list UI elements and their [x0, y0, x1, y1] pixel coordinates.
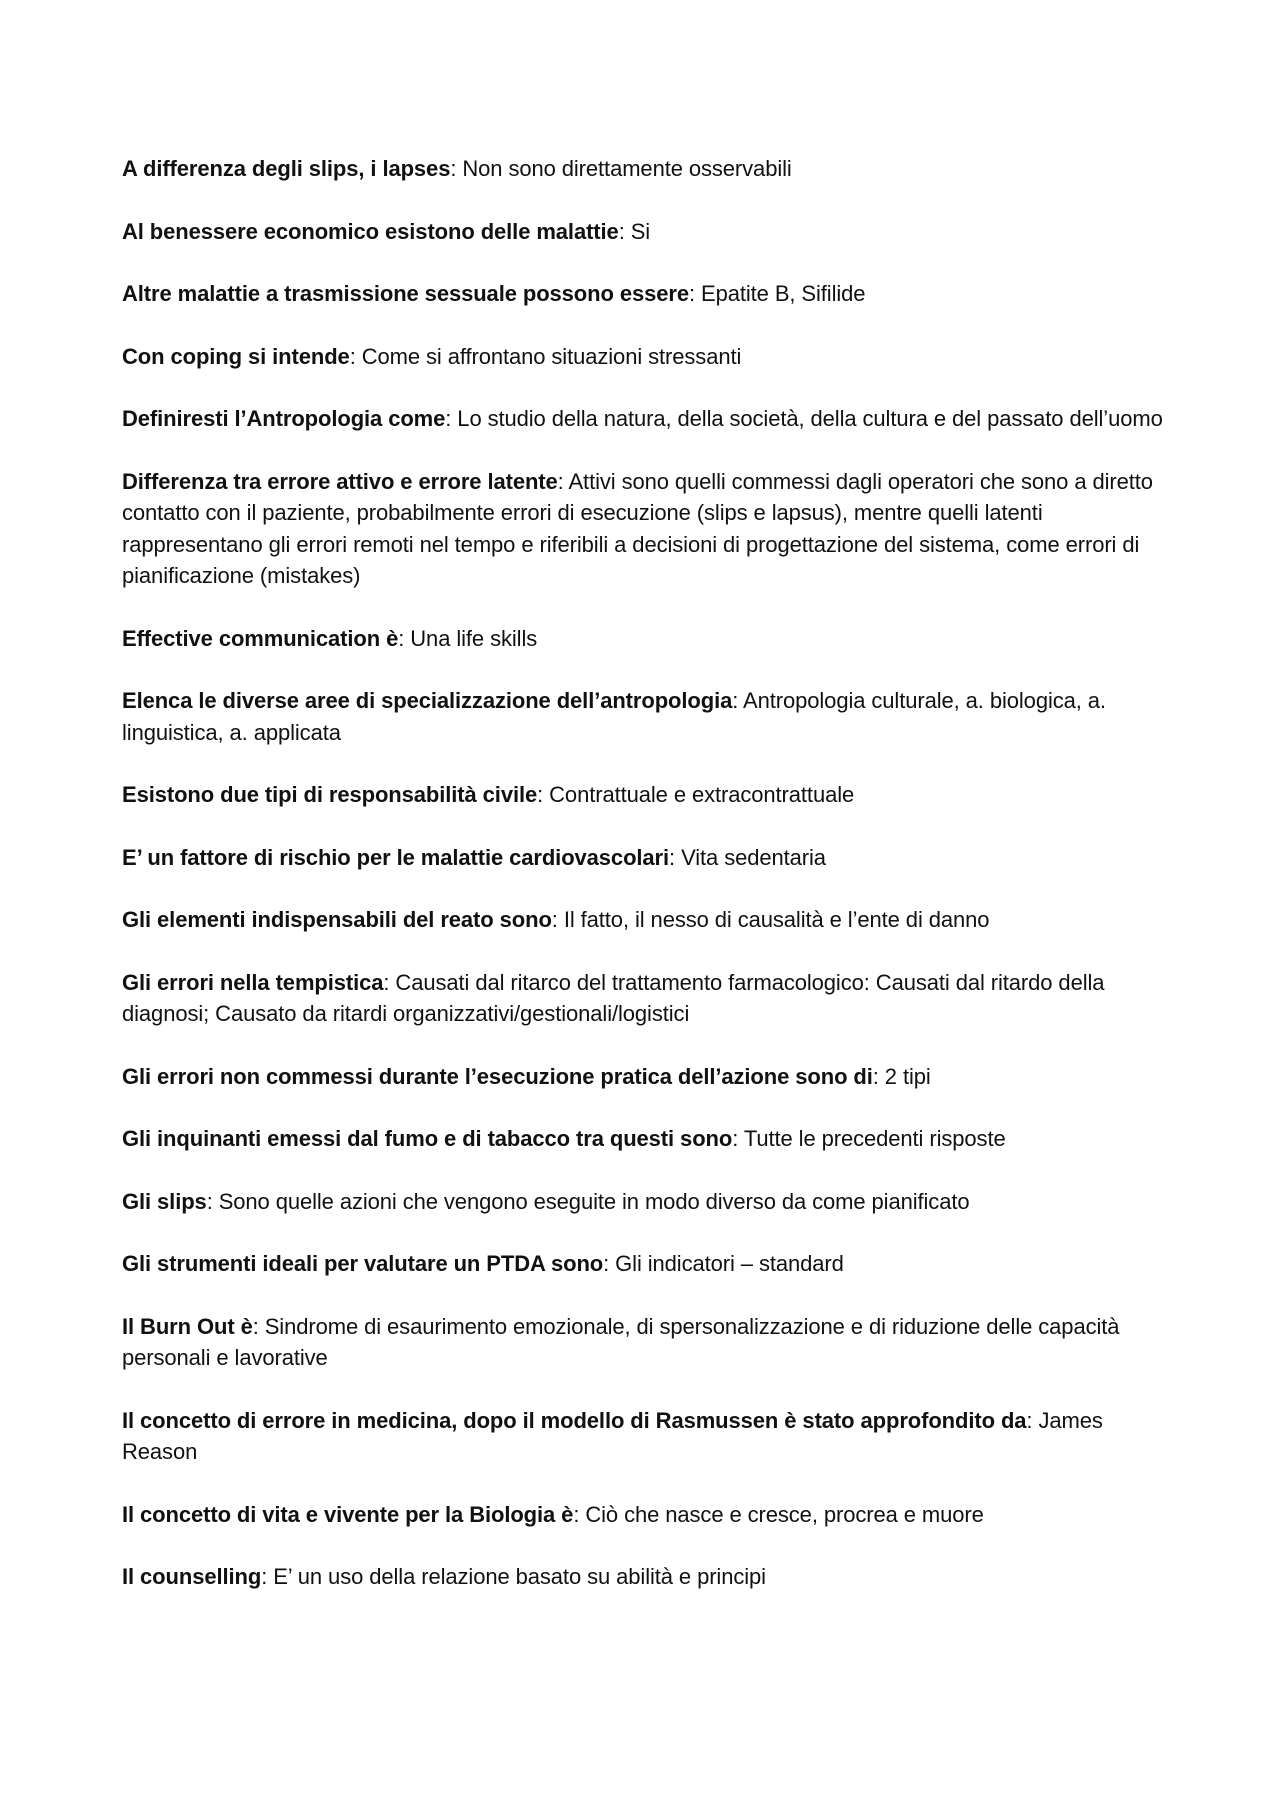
- qa-entry-12: [122, 967, 1174, 1030]
- question: Gli slips: [122, 1188, 207, 1214]
- question: Al benessere economico esistono delle malattie: [122, 218, 619, 244]
- question: Differenza tra errore attivo e errore latente: [122, 468, 558, 494]
- question: Definiresti l’Antropologia come: [122, 406, 446, 431]
- question: Il counselling: [122, 1564, 262, 1589]
- qa-entry-5: [122, 403, 1174, 435]
- answer: : Gli indicatori – standard: [603, 1251, 844, 1276]
- question: E’ un fattore di rischio per le malattie cardiovascolari: [122, 844, 670, 870]
- qa-entry-7: [122, 623, 1174, 655]
- qa-entry-10: [122, 842, 1174, 874]
- qa-entry-6: [122, 466, 1174, 592]
- answer: : E’ un uso della relazione basato su abilità e principi: [261, 1564, 766, 1589]
- qa-entry-8: [122, 685, 1174, 748]
- answer: : Non sono direttamente osservabili: [450, 156, 792, 181]
- answer: : Sono quelle azioni che vengono eseguite in modo diverso da come pianificato: [206, 1188, 970, 1214]
- question: Gli errori nella tempistica: [122, 969, 384, 995]
- qa-entry-4: [122, 341, 1174, 373]
- answer: : Il fatto, il nesso di causalità e l’ente di danno: [551, 907, 990, 932]
- qa-entry-16: [122, 1248, 1174, 1280]
- qa-entry-18: [122, 1405, 1174, 1468]
- qa-entry-11: [122, 904, 1174, 936]
- qa-entry-1: [122, 153, 1174, 185]
- question: Gli errori non commessi durante l’esecuzione pratica dell’azione sono di: [122, 1063, 873, 1089]
- question: A differenza degli slips, i lapses: [122, 156, 451, 181]
- answer: : James Reason: [122, 1407, 1103, 1464]
- qa-entry-17: [122, 1311, 1174, 1374]
- question: Con coping si intende: [122, 343, 350, 369]
- question: Esistono due tipi di responsabilità civile: [122, 782, 538, 807]
- qa-list: [122, 153, 1174, 1624]
- answer: : Contrattuale e extracontrattuale: [537, 782, 855, 807]
- answer: : Una life skills: [398, 625, 538, 651]
- qa-entry-2: [122, 216, 1174, 248]
- answer: : Vita sedentaria: [669, 844, 826, 870]
- answer: : Ciò che nasce e cresce, procrea e muore: [573, 1501, 984, 1527]
- question: Il concetto di errore in medicina, dopo il modello di Rasmussen è stato approfondito da: [122, 1407, 1027, 1433]
- question: Il Burn Out è: [122, 1313, 253, 1339]
- question: Altre malattie a trasmissione sessuale possono essere: [122, 281, 689, 306]
- question: Gli inquinanti emessi dal fumo e di tabacco tra questi sono: [122, 1126, 733, 1151]
- question: Gli elementi indispensabili del reato sono: [122, 907, 552, 932]
- answer: : Sindrome di esaurimento emozionale, di spersonalizzazione e di riduzione delle capacità personali e lavorative: [122, 1313, 1120, 1370]
- qa-entry-13: [122, 1061, 1174, 1093]
- question: Effective communication è: [122, 625, 399, 651]
- qa-entry-3: [122, 278, 1174, 310]
- answer: : Causati dal ritarco del trattamento farmacologico: Causati dal ritardo della diagnosi; Causato da ritardi organizzativi/gestionali/logistici: [122, 969, 1105, 1026]
- qa-entry-19: [122, 1499, 1174, 1531]
- qa-entry-20: [122, 1561, 1174, 1593]
- answer: : Lo studio della natura, della società, della cultura e del passato dell’uomo: [445, 406, 1163, 431]
- qa-entry-15: [122, 1186, 1174, 1218]
- question: Gli strumenti ideali per valutare un PTDA sono: [122, 1251, 604, 1276]
- qa-entry-14: [122, 1123, 1174, 1155]
- answer: : 2 tipi: [872, 1063, 931, 1089]
- answer: : Si: [618, 218, 651, 244]
- answer: : Tutte le precedenti risposte: [732, 1126, 1006, 1151]
- question: Elenca le diverse aree di specializzazione dell’antropologia: [122, 688, 733, 713]
- answer: : Antropologia culturale, a. biologica, a. linguistica, a. applicata: [122, 688, 1106, 745]
- answer: : Epatite B, Sifilide: [688, 281, 866, 306]
- qa-entry-9: [122, 779, 1174, 811]
- question: Il concetto di vita e vivente per la Biologia è: [122, 1501, 574, 1527]
- answer: : Come si affrontano situazioni stressanti: [349, 343, 742, 369]
- answer: : Attivi sono quelli commessi dagli operatori che sono a diretto contatto con il paziente, probabilmente errori di esecuzione (slips e lapsus), mentre quelli latenti rappresentano gli errori remoti nel tempo e riferibili a decisioni di progettazione del sistema, come errori di pianificazione (mistakes): [122, 468, 1153, 588]
